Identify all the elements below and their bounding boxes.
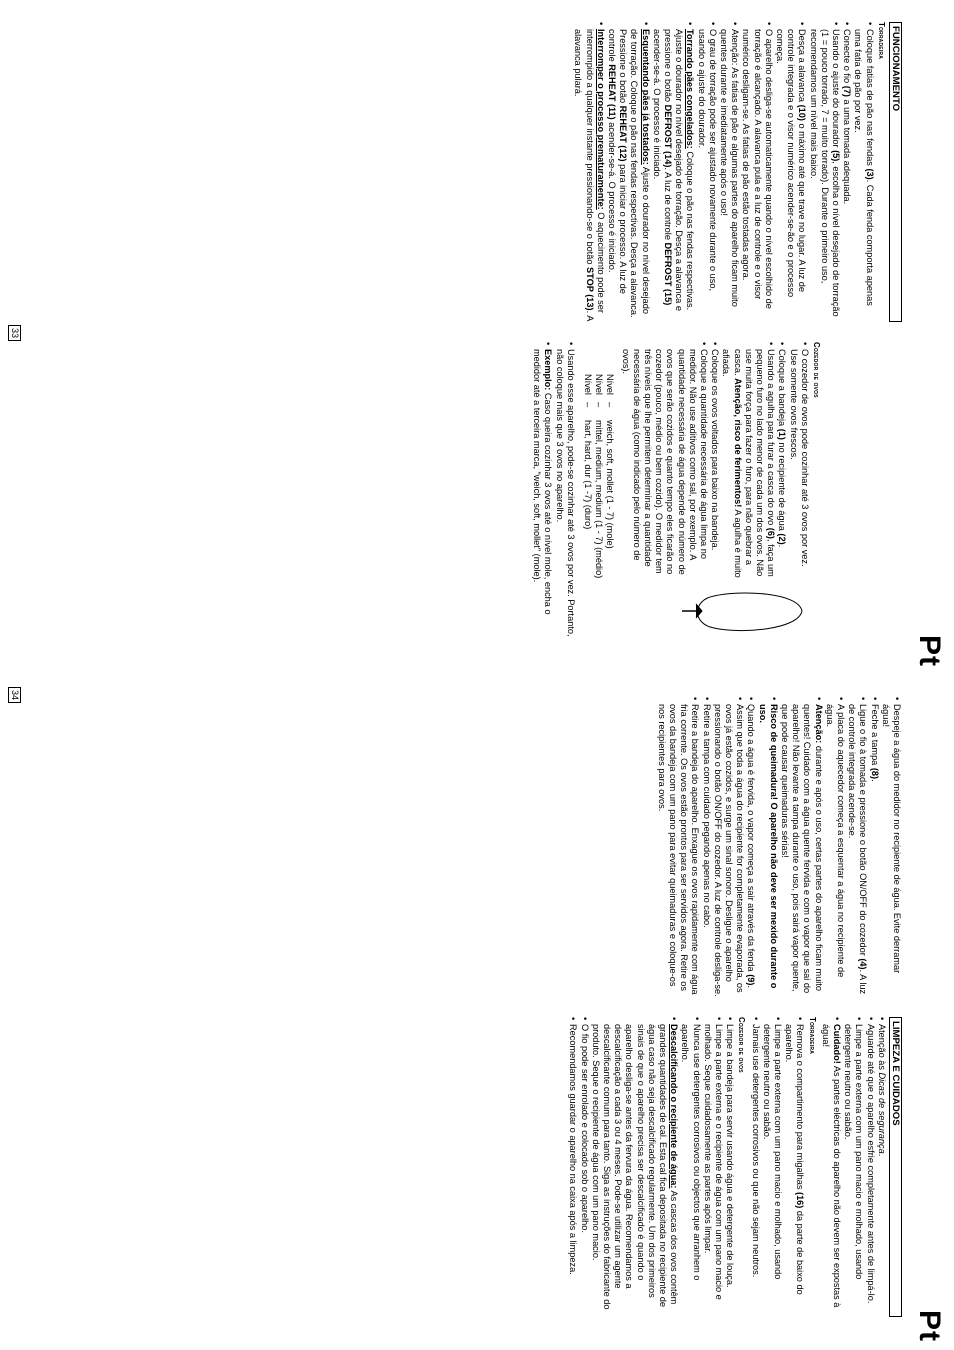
page-33-column-2 — [531, 342, 824, 642]
list-item: • Ligue o fio à tomada e pressione o botão ON/OFF do cozedor (4). A luz de controle integrada acende-se. — [846, 697, 868, 997]
list-item-exemplo: • Exemplo: Caso queira cozinhar 3 ovos até o nível mole, encha o medidor até a terceira marca, "weich, soft, mollet" (mole). — [531, 342, 553, 642]
level-row: Nível – mittel, medium, medium (1 - 7) (médio) — [594, 374, 605, 579]
list-item: • Usando o ajuste do dourador (5), escolha o nível desejado de torração (1 = pouco torrado, 7 = muito torrado). Durante o primeiro uso, recomendamos um nível mais baixo. — [807, 22, 841, 322]
list-item: • Limpe a parte externa e o recipiente de água com um pano macio e molhado. Seque cuidadosamente as partes após limpar. — [702, 1017, 724, 1317]
level-row: Nível – hart, hard, dur (1 -7) (duro) — [582, 374, 593, 530]
list-item: • Cuidado! As partes eléctricas do aparelho não devem ser expostas à água! — [820, 1017, 842, 1317]
list-item: • Despeje a água do medidor no recipiente de água. Evite derramar água! — [880, 697, 902, 997]
egg-needle-illustration — [619, 580, 809, 642]
list-item: • Feche a tampa (8). — [868, 697, 879, 997]
list-item: • Retire a tampa com cuidado pegando apenas no cabo. — [700, 697, 711, 997]
page-number: 33 — [8, 325, 21, 341]
list-item: • Retire a bandeja do aparelho. Enxague os ovos rapidamente com água fria corrente. Os ovos estão prontos para ser servidos agora. Retire os ovos da bandeja com um pano para evitar queimaduras e coloque-os nos recipientes para ovos. — [656, 697, 701, 997]
section-title-funcionamento: FUNCIONAMENTO — [889, 22, 902, 322]
page-34 — [0, 675, 954, 1350]
list-item: • Remova o compartimento para migalhas (16) da parte de baixo do aparelho. — [783, 1017, 805, 1317]
list-item: • Aguarde até que o aparelho esfrie completamente antes de limpá-lo. — [864, 1017, 875, 1317]
list-item: • Quando a água é fervida, o vapor começa a sair através da fenda (9). — [745, 697, 756, 997]
list-item: • O fio pode ser enrolado e colocado sob o aparelho. — [578, 1017, 589, 1317]
level-row: Nível – weich, soft, mollet (1 - 7) (mole) — [605, 374, 616, 549]
language-label: Pt — [913, 1310, 946, 1342]
page-33-column-1 — [572, 22, 902, 322]
list-item: • Assim que toda a água do recipiente for completamente evaporada, os ovos já estão cozidos, e surge um sinal sonoro. Desligue o aparelho pressionando o botão ON/OFF do cozedor. A luz de controle desliga-se. — [712, 697, 746, 997]
list-item: • Coloque a bandeja (1) no recipiente de água (2). — [776, 342, 787, 580]
list-item: • Usando esse aparelho, pode-se cozinhar até 3 ovos por vez. Portanto, não coloque mais que 3 ovos no aparelho. — [553, 342, 575, 642]
list-item: • O cozedor de ovos pode cozinhar até 3 ovos por vez. Use somente ovos frescos. — [787, 342, 809, 580]
list-item: • Atenção às Dicas de segurança. — [876, 1017, 887, 1317]
subheading-torradeira: Torradeira — [876, 22, 886, 60]
list-item-congelados: • Torrando pães congelados: Coloque o pão nas fendas respectivas. Ajuste o dourador no nível desejado de torração. Desça a alavanca e pressione o botão DEFROST (14). A luz de controle DEFROST (15) acender-se-á. O processo é iniciado. — [651, 22, 696, 322]
list-item-descalcificando: • Descalcificando o recipiente de água: As cascas dos ovos contêm grandes quantidades de cal. Esta cal fica depositada no recipiente de água caso não seja descalcificado regularmente. Um dos primeiros sinais de que o aparelho precisa ser descalcificado é quando o aparelho desliga-se antes da fervura da água. Recomendamos a descalcificação a cada 3 ou 4 meses. Pode-se utilizar um agente descalcificante comum para tanto. Siga as instruções do fabricante do produto. Seque o recipiente de água com um pano macio. — [590, 1017, 680, 1317]
list-item: • Coloque fatias de pão nas fendas (3). Cada fenda comporta apenas uma fatia de pão por vez. — [852, 22, 874, 322]
list-item: • O aparelho desliga-se automaticamente quando o nível escolhido de torração é alcançado. A alavanca pula e a luz de controle e o visor numérico desligam-se. As fatias de pão estão tostadas agora. — [740, 22, 774, 322]
list-item: • Desça a alavanca (10) o máximo até que trave no lugar. A luz de controle integrada e o visor numérico acender-se-ão e o processo começa. — [774, 22, 808, 322]
page-number: 34 — [8, 687, 21, 703]
page-34-column-2 — [567, 1017, 902, 1317]
list-item: • A placa do aquecedor começa a esquentar a água no recipiente de água. — [824, 697, 846, 997]
list-item: • Atenção: durante e após o uso, certas partes do aparelho ficam muito quentes! Cuidado com a água quente fervida e com o vapor que sai do aparelho! Não levante a tampa durante o uso, pois sairá vapor quente, que pode causar queimaduras sérias! — [779, 697, 824, 997]
list-item: • Coloque os ovos voltados para baixo na bandeja. — [709, 342, 720, 580]
subheading-torradeira: Torradeira — [807, 1017, 817, 1055]
egg-icon — [680, 580, 810, 642]
subheading-cozedor-de-ovos: Cozedor de ovos — [812, 342, 821, 398]
list-item: • Coloque a quantidade necessária de água limpa no medidor. Não use aditivos como sal, por exemplo. A quantidade necessária de água depende do número de ovos que serão cozidos e quanto tempo eles ficarão no cozedor (pouco, médio ou bem cozido). O medidor tem três níveis que lhe permitem determinar a quantidade necessária de água (como indicado pelo número de ovos). — [619, 342, 709, 580]
section-title-limpeza: LIMPEZA E CUIDADOS — [889, 1017, 902, 1317]
list-item-interromper: • Interromper o processo prematuramente: O aquecimento pode ser interrompido a qualquer instante pressionando-se o botão STOP (13). A alavanca pulará. — [572, 22, 606, 322]
language-label: Pt — [913, 635, 946, 667]
page-34-column-1 — [656, 697, 902, 997]
list-item: • Conecte o fio (7) a uma tomada adequada. — [841, 22, 852, 322]
list-item: • Limpe a parte externa com um pano macio e molhado, usando detergente neutro ou sabão. — [761, 1017, 783, 1317]
list-item-tostados: • Esquentando pães já tostados: Ajuste o dourador no nível desejado de torração. Coloque o pão nas fendas respectivas. Desça a alavanca. Pressione o botão REHEAT (12) para iniciar o processo. A luz de controle REHEAT (11) acender-se-á. O processo é iniciado. — [606, 22, 651, 322]
list-item: • Atenção: As fatias de pão e algumas partes do aparelho ficam muito quentes durante e imediatamente após o uso! — [718, 22, 740, 322]
list-item: • Usando a agulha para furar a casca do ovo (6), faça um pequeno furo no lado menor de cada um dos ovos. Não use muita força para fazer o furo, para não quebrar a casca. Atenção, risco de ferimentos! A agulha é muito afiada. — [720, 342, 776, 580]
list-item: • Risco de queimadura! O aparelho não deve ser mexido durante o uso. — [756, 697, 778, 997]
subheading-cozedor-de-ovos: Cozedor de ovos — [737, 1017, 747, 1073]
cozedor-list — [619, 342, 809, 580]
torradeira-list — [572, 22, 874, 322]
list-item: • Jamais use detergentes corrosivos ou que não sejam neutros. — [749, 1017, 760, 1317]
list-item: • Nunca use detergentes corrosivos ou objectos que arranhem o aparelho. — [679, 1017, 701, 1317]
list-item: • Limpe a parte externa com um pano macio e molhado, usando detergente neutro ou sabão. — [842, 1017, 864, 1317]
list-item: • Recomendamos guardar o aparelho na caixa após a limpeza. — [567, 1017, 578, 1317]
list-item: • O grau de torração pode ser ajustado novamente durante o uso, usando o ajuste do dourador. — [695, 22, 717, 322]
water-levels — [582, 374, 616, 642]
list-item: • Limpe a bandeja para servir usando água e detergente de louça. — [724, 1017, 735, 1317]
